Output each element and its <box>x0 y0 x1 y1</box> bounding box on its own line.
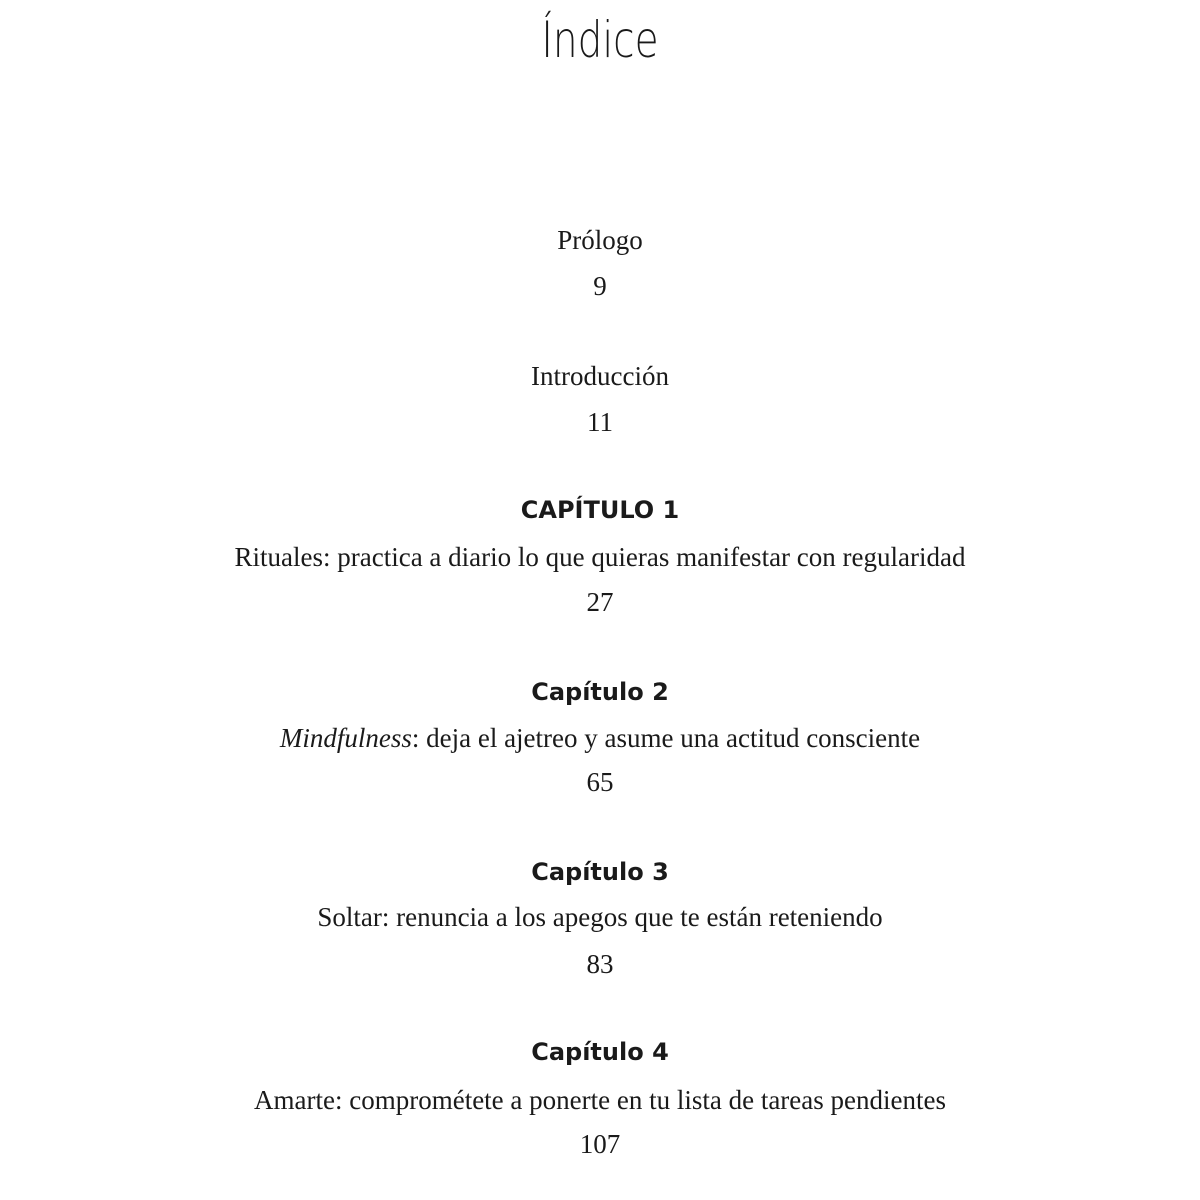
chapter-heading: Capítulo 3 <box>531 858 669 886</box>
chapter-title <box>0 721 1200 755</box>
chapter-title: Rituales: practica a diario lo que quieras manifestar con regularidad <box>234 542 966 572</box>
toc-page-number: 9 <box>593 271 607 301</box>
toc-entry-name: Prólogo <box>557 225 643 255</box>
chapter-title: Amarte: comprométete a ponerte en tu lista de tareas pendientes <box>254 1085 946 1115</box>
toc-page-number: 11 <box>587 407 613 437</box>
page-title: Índice <box>541 11 659 69</box>
chapter-title-italic: Mindfulness <box>279 723 412 753</box>
toc-page-number: 107 <box>579 1129 621 1159</box>
toc-page-number: 27 <box>586 587 614 617</box>
chapter-heading: Capítulo 2 <box>531 678 669 706</box>
chapter-title-rest: : deja el ajetreo y asume una actitud consciente <box>411 723 921 753</box>
chapter-title: Soltar: renuncia a los apegos que te están reteniendo <box>317 902 883 932</box>
toc-entry-name: Introducción <box>531 361 669 391</box>
toc-page-number: 83 <box>586 949 614 979</box>
toc-page-number: 65 <box>586 767 614 797</box>
chapter-heading: CAPÍTULO 1 <box>520 496 680 524</box>
chapter-heading: Capítulo 4 <box>531 1038 669 1066</box>
